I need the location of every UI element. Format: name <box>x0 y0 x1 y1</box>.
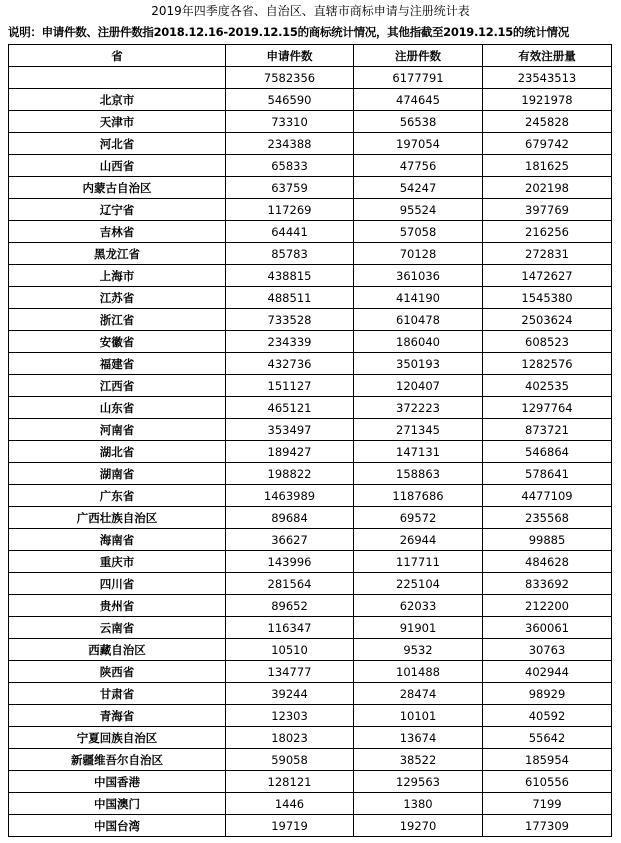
register-count: 95524 <box>354 199 483 221</box>
apply-count: 18023 <box>226 727 354 749</box>
province-name: 四川省 <box>9 573 226 595</box>
apply-count: 12303 <box>226 705 354 727</box>
table-row <box>9 265 612 287</box>
register-count: 147131 <box>354 441 483 463</box>
province-name: 北京市 <box>9 89 226 111</box>
province-name: 浙江省 <box>9 309 226 331</box>
valid-count: 7199 <box>483 793 612 815</box>
statistics-table <box>8 44 612 837</box>
apply-count: 234388 <box>226 133 354 155</box>
valid-count: 4477109 <box>483 485 612 507</box>
register-count: 26944 <box>354 529 483 551</box>
register-count: 69572 <box>354 507 483 529</box>
header-province: 省 <box>9 45 226 67</box>
province-name: 宁夏回族自治区 <box>9 727 226 749</box>
register-count: 414190 <box>354 287 483 309</box>
table-row <box>9 551 612 573</box>
apply-count: 1446 <box>226 793 354 815</box>
table-row <box>9 683 612 705</box>
province-name: 河南省 <box>9 419 226 441</box>
register-count: 9532 <box>354 639 483 661</box>
province-name: 上海市 <box>9 265 226 287</box>
valid-count: 1282576 <box>483 353 612 375</box>
province-name: 安徽省 <box>9 331 226 353</box>
province-name: 湖南省 <box>9 463 226 485</box>
table-row <box>9 705 612 727</box>
register-count: 28474 <box>354 683 483 705</box>
valid-count: 833692 <box>483 573 612 595</box>
valid-count: 397769 <box>483 199 612 221</box>
province-name: 甘肃省 <box>9 683 226 705</box>
apply-count: 65833 <box>226 155 354 177</box>
table-row <box>9 771 612 793</box>
province-name: 重庆市 <box>9 551 226 573</box>
table-row <box>9 155 612 177</box>
apply-count: 353497 <box>226 419 354 441</box>
province-name: 陕西省 <box>9 661 226 683</box>
register-count: 271345 <box>354 419 483 441</box>
apply-count: 134777 <box>226 661 354 683</box>
table-row <box>9 353 612 375</box>
apply-count: 116347 <box>226 617 354 639</box>
register-count: 350193 <box>354 353 483 375</box>
table-row <box>9 727 612 749</box>
total-register: 6177791 <box>354 67 483 89</box>
register-count: 186040 <box>354 331 483 353</box>
apply-count: 36627 <box>226 529 354 551</box>
province-name: 天津市 <box>9 111 226 133</box>
table-row <box>9 89 612 111</box>
register-count: 56538 <box>354 111 483 133</box>
apply-count: 438815 <box>226 265 354 287</box>
valid-count: 272831 <box>483 243 612 265</box>
table-row <box>9 529 612 551</box>
apply-count: 281564 <box>226 573 354 595</box>
province-name: 河北省 <box>9 133 226 155</box>
register-count: 101488 <box>354 661 483 683</box>
table-row <box>9 617 612 639</box>
table-row <box>9 419 612 441</box>
valid-count: 578641 <box>483 463 612 485</box>
valid-count: 202198 <box>483 177 612 199</box>
table-row <box>9 243 612 265</box>
province-name: 广西壮族自治区 <box>9 507 226 529</box>
table-row <box>9 507 612 529</box>
register-count: 1187686 <box>354 485 483 507</box>
valid-count: 484628 <box>483 551 612 573</box>
apply-count: 733528 <box>226 309 354 331</box>
valid-count: 30763 <box>483 639 612 661</box>
register-count: 117711 <box>354 551 483 573</box>
province-name: 辽宁省 <box>9 199 226 221</box>
register-count: 120407 <box>354 375 483 397</box>
valid-count: 185954 <box>483 749 612 771</box>
apply-count: 189427 <box>226 441 354 463</box>
valid-count: 245828 <box>483 111 612 133</box>
table-row <box>9 111 612 133</box>
province-name: 湖北省 <box>9 441 226 463</box>
table-row <box>9 375 612 397</box>
total-label <box>9 67 226 89</box>
valid-count: 2503624 <box>483 309 612 331</box>
register-count: 62033 <box>354 595 483 617</box>
valid-count: 873721 <box>483 419 612 441</box>
table-row <box>9 749 612 771</box>
province-name: 山西省 <box>9 155 226 177</box>
page-title: 2019年四季度各省、自治区、直辖市商标申请与注册统计表 <box>151 4 470 18</box>
apply-count: 432736 <box>226 353 354 375</box>
province-name: 内蒙古自治区 <box>9 177 226 199</box>
register-count: 474645 <box>354 89 483 111</box>
valid-count: 679742 <box>483 133 612 155</box>
table-row <box>9 287 612 309</box>
apply-count: 73310 <box>226 111 354 133</box>
apply-count: 89652 <box>226 595 354 617</box>
province-name: 福建省 <box>9 353 226 375</box>
table-row <box>9 397 612 419</box>
table-row <box>9 639 612 661</box>
apply-count: 59058 <box>226 749 354 771</box>
apply-count: 465121 <box>226 397 354 419</box>
apply-count: 198822 <box>226 463 354 485</box>
table-row <box>9 441 612 463</box>
apply-count: 143996 <box>226 551 354 573</box>
province-name: 江西省 <box>9 375 226 397</box>
apply-count: 64441 <box>226 221 354 243</box>
valid-count: 402535 <box>483 375 612 397</box>
province-name: 中国澳门 <box>9 793 226 815</box>
register-count: 13674 <box>354 727 483 749</box>
apply-count: 234339 <box>226 331 354 353</box>
apply-count: 85783 <box>226 243 354 265</box>
valid-count: 99885 <box>483 529 612 551</box>
province-name: 海南省 <box>9 529 226 551</box>
province-name: 西藏自治区 <box>9 639 226 661</box>
register-count: 158863 <box>354 463 483 485</box>
register-count: 57058 <box>354 221 483 243</box>
valid-count: 177309 <box>483 815 612 837</box>
table-row <box>9 309 612 331</box>
apply-count: 63759 <box>226 177 354 199</box>
province-name: 山东省 <box>9 397 226 419</box>
valid-count: 98929 <box>483 683 612 705</box>
province-name: 黑龙江省 <box>9 243 226 265</box>
register-count: 610478 <box>354 309 483 331</box>
register-count: 47756 <box>354 155 483 177</box>
register-count: 10101 <box>354 705 483 727</box>
apply-count: 39244 <box>226 683 354 705</box>
table-row <box>9 793 612 815</box>
apply-count: 10510 <box>226 639 354 661</box>
valid-count: 360061 <box>483 617 612 639</box>
register-count: 91901 <box>354 617 483 639</box>
province-name: 青海省 <box>9 705 226 727</box>
province-name: 贵州省 <box>9 595 226 617</box>
apply-count: 89684 <box>226 507 354 529</box>
province-name: 江苏省 <box>9 287 226 309</box>
table-row <box>9 221 612 243</box>
province-name: 新疆维吾尔自治区 <box>9 749 226 771</box>
valid-count: 402944 <box>483 661 612 683</box>
province-name: 中国台湾 <box>9 815 226 837</box>
province-name: 吉林省 <box>9 221 226 243</box>
total-valid: 23543513 <box>483 67 612 89</box>
valid-count: 55642 <box>483 727 612 749</box>
apply-count: 117269 <box>226 199 354 221</box>
valid-count: 608523 <box>483 331 612 353</box>
register-count: 54247 <box>354 177 483 199</box>
header-row <box>9 45 612 67</box>
apply-count: 19719 <box>226 815 354 837</box>
valid-count: 212200 <box>483 595 612 617</box>
valid-count: 235568 <box>483 507 612 529</box>
valid-count: 1297764 <box>483 397 612 419</box>
table-row <box>9 815 612 837</box>
valid-count: 40592 <box>483 705 612 727</box>
register-count: 129563 <box>354 771 483 793</box>
valid-count: 216256 <box>483 221 612 243</box>
valid-count: 1472627 <box>483 265 612 287</box>
table-note: 说明：申请件数、注册件数指2018.12.16-2019.12.15的商标统计情况，其他指截至2019.12.15的统计情况 <box>8 25 569 39</box>
total-row <box>9 67 612 89</box>
table-row <box>9 661 612 683</box>
table-row <box>9 133 612 155</box>
register-count: 1380 <box>354 793 483 815</box>
valid-count: 610556 <box>483 771 612 793</box>
table-row <box>9 199 612 221</box>
header-apply-count: 申请件数 <box>226 45 354 67</box>
apply-count: 1463989 <box>226 485 354 507</box>
province-name: 云南省 <box>9 617 226 639</box>
register-count: 19270 <box>354 815 483 837</box>
valid-count: 181625 <box>483 155 612 177</box>
register-count: 361036 <box>354 265 483 287</box>
valid-count: 1545380 <box>483 287 612 309</box>
total-apply: 7582356 <box>226 67 354 89</box>
province-name: 中国香港 <box>9 771 226 793</box>
valid-count: 546864 <box>483 441 612 463</box>
register-count: 38522 <box>354 749 483 771</box>
register-count: 225104 <box>354 573 483 595</box>
table-row <box>9 573 612 595</box>
register-count: 70128 <box>354 243 483 265</box>
apply-count: 488511 <box>226 287 354 309</box>
register-count: 372223 <box>354 397 483 419</box>
apply-count: 546590 <box>226 89 354 111</box>
table-row <box>9 177 612 199</box>
province-name: 广东省 <box>9 485 226 507</box>
valid-count: 1921978 <box>483 89 612 111</box>
header-valid-count: 有效注册量 <box>483 45 612 67</box>
table-row <box>9 331 612 353</box>
header-register-count: 注册件数 <box>354 45 483 67</box>
register-count: 197054 <box>354 133 483 155</box>
table-row <box>9 485 612 507</box>
apply-count: 151127 <box>226 375 354 397</box>
table-row <box>9 463 612 485</box>
table-row <box>9 595 612 617</box>
apply-count: 128121 <box>226 771 354 793</box>
